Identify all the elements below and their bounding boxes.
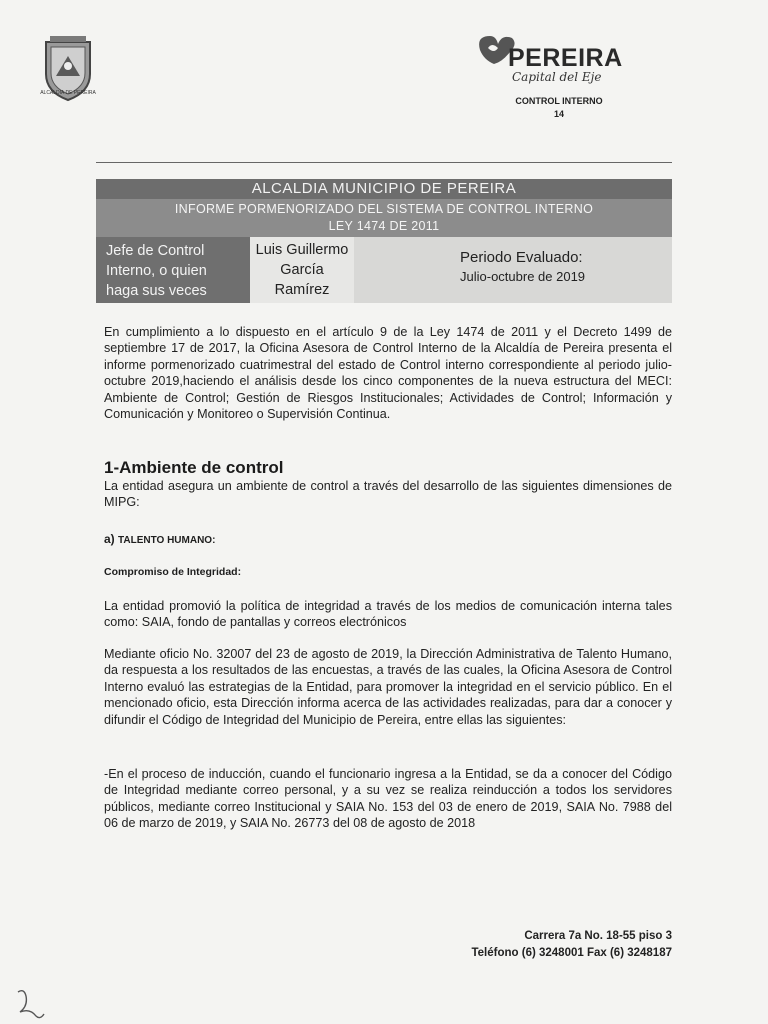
evaluated-period [354,237,672,303]
role-label [96,237,250,303]
period-label: Periodo Evaluado: [460,249,583,266]
subtitle-line: LEY 1474 DE 2011 [328,219,440,233]
subsection-prefix: a) [104,532,115,546]
integrity-paragraph-2: Mediante oficio No. 32007 del 23 de agosto de 2019, la Dirección Administrativa de Talento Humano, da respuesta a los resultados de las encuestas, a través de las cuales, la Oficina Asesora de Control Interno evaluó las estrategias de la Entidad, para promover la integridad en el servicio público. En el mencionado oficio, esta Dirección informa acerca de las actividades realizadas, para dar a conocer y difundir el Código de Integridad del Municipio de Pereira, entre ellas las siguientes: [104,647,672,727]
logo-name: PEREIRA [508,44,623,72]
name-line: Ramírez [274,282,330,298]
subsection-a-heading [104,532,215,546]
department-label: CONTROL INTERNO [515,96,603,106]
subtitle-line: INFORME PORMENORIZADO DEL SISTEMA DE CONTROL INTERNO [174,202,594,216]
responsible-name [250,237,354,303]
section-intro: La entidad asegura un ambiente de control a través del desarrollo de las siguientes dimensiones de MIPG: [104,479,672,510]
handwritten-mark-icon [14,986,50,1022]
report-subtitle [96,199,672,237]
intro-paragraph: En cumplimiento a lo dispuesto en el artículo 9 de la Ley 1474 de 2011 y el Decreto 1499 de septiembre 17 de 2017, la Oficina Asesora de Control Interno de la Alcaldía de Pereira presenta el informe pormenorizado cuatrimestral del estado de Control interno correspondiente al periodo julio-octubre 2019,haciendo el análisis desde los cinco componentes de la nueva estructura del MECI: Ambiente de Control; Gestión de Riesgos Institucionales; Actividades de Control; Información y Comunicación y Monitoreo o Supervisión Continua. [104,325,672,422]
section-heading: 1-Ambiente de control [104,458,284,477]
name-line: García [280,262,324,278]
integrity-paragraph-3: -En el proceso de inducción, cuando el funcionario ingresa a la Entidad, se da a conocer del Código de Integridad mediante correo personal, y a su vez se realiza reinducción a todos los servidores públicos, mediante correo Institucional y SAIA No. 153 del 03 de enero de 2019, SAIA No. 7988 del 06 de marzo de 2019, y SAIA No. 26773 del 08 de agosto de 2018 [104,767,672,831]
report-title: ALCALDIA MUNICIPIO DE PEREIRA [96,179,672,199]
integrity-heading: Compromiso de Integridad: [104,566,242,578]
period-value: Julio-octubre de 2019 [460,269,586,284]
logo-tagline: Capital del Eje [512,70,602,84]
name-line: Luis Guillermo [255,242,349,258]
subsection-title: TALENTO HUMANO: [118,535,216,546]
integrity-paragraph-1: La entidad promovió la política de integridad a través de los medios de comunicación interna tales como: SAIA, fondo de pantallas y correos electrónicos [104,599,672,630]
footer-address: Carrera 7a No. 18-55 piso 3 [524,930,672,942]
role-label-line: haga sus veces [106,283,207,299]
crest-caption: ALCALDIA DE PEREIRA [40,90,96,96]
role-label-line: Interno, o quien [106,263,207,279]
page-number: 14 [553,109,564,119]
footer-phone: Teléfono (6) 3248001 Fax (6) 3248187 [471,947,672,959]
role-label-line: Jefe de Control [106,243,205,259]
report-title-block [96,162,672,303]
